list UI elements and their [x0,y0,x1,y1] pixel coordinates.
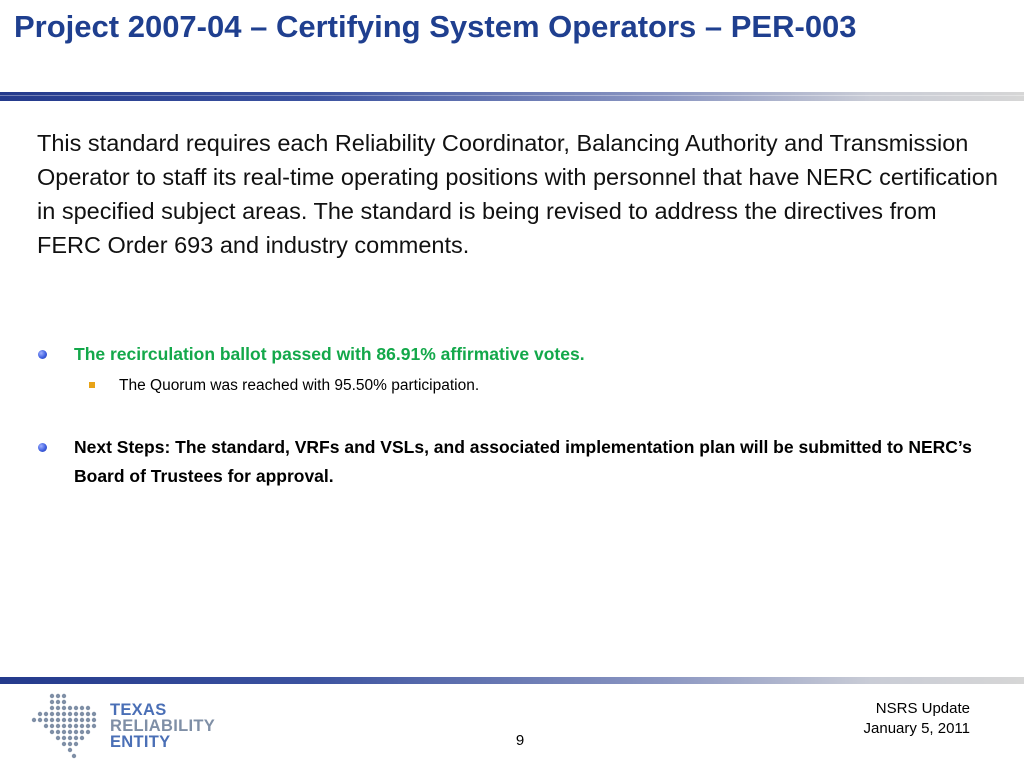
logo-wordmark [110,702,215,750]
header-divider [0,92,1024,101]
bullet-list [34,340,994,491]
bullet-dot-icon [38,350,47,359]
texas-reliability-entity-logo [30,690,230,760]
bullet-dot-icon [38,443,47,452]
footer-event: NSRS Update [875,700,970,717]
ballot-text: The recirculation ballot passed with 86.91% affirmative votes. [74,344,585,364]
square-bullet-icon [89,382,95,388]
footer-divider [0,677,1024,684]
footer-date: January 5, 2011 [863,720,970,737]
logo-line: RELIABILITY [110,717,216,735]
page-number: 9 [515,732,525,749]
footer-info [864,699,970,739]
intro-paragraph: This standard requires each Reliability Coordinator, Balancing Authority and Transmission Operator to staff its real-time operating positions with personnel that have NERC certification in specified subject areas. The standard is being revised to address the directives from FERC Order 693 and industry comments. [37,130,998,258]
slide-title: Project 2007-04 – Certifying System Operators – PER-003 [14,9,857,44]
bullet-next-steps [34,433,994,491]
sub-bullet-quorum [34,373,994,399]
quorum-text: The Quorum was reached with 95.50% participation. [119,377,480,394]
logo-line: TEXAS [110,701,167,719]
bullet-ballot-result [34,340,994,369]
next-steps-text: Next Steps: The standard, VRFs and VSLs, and associated implementation plan will be submitted to NERC’s Board of Trustees for approval. [74,437,972,486]
texas-map-dots-icon [30,690,110,760]
logo-line: ENTITY [110,733,171,751]
